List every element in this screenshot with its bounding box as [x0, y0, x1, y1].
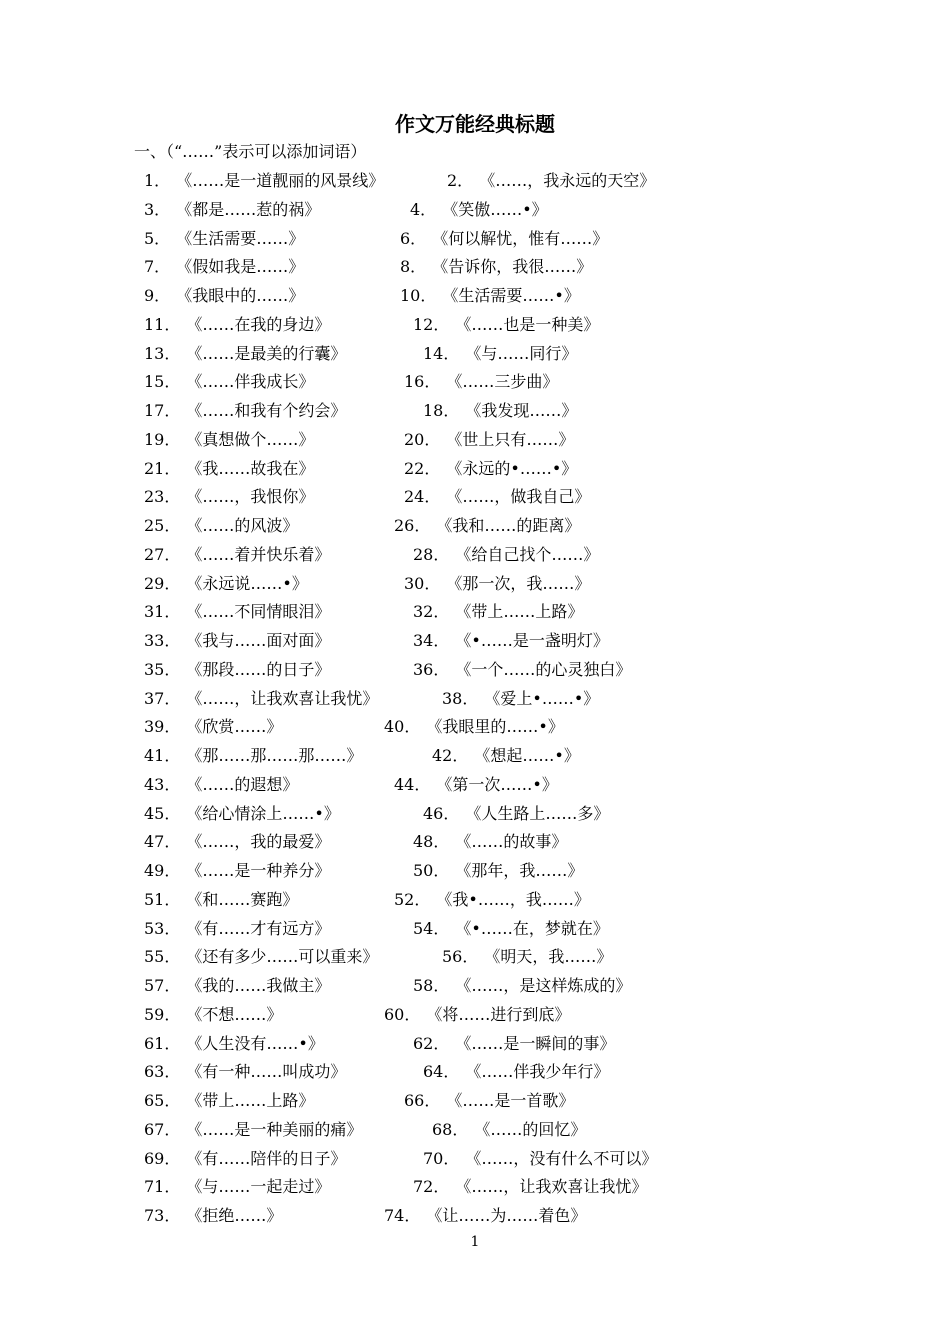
item-title: 《那段……的日子》 [186, 659, 331, 679]
item-title: 《给心情涂上……•》 [186, 803, 340, 823]
item-number: 17． [144, 401, 181, 420]
item-number: 73． [144, 1206, 181, 1225]
item-title: 《我眼里的……•》 [426, 717, 564, 737]
list-item [144, 455, 314, 483]
list-row [0, 656, 950, 685]
item-title: 《带上……上路》 [186, 1091, 315, 1110]
list-item [144, 886, 298, 914]
item-title: 《……，我恨你》 [186, 487, 315, 507]
item-title: 《给自己找个……》 [455, 544, 600, 564]
list-item [423, 800, 609, 828]
item-title: 《不想……》 [186, 1004, 283, 1024]
item-number: 21． [144, 458, 181, 478]
list-item [144, 397, 346, 425]
item-number: 10． [400, 286, 437, 305]
item-title: 《……的遐想》 [186, 774, 299, 794]
item-title: 《……的回忆》 [474, 1119, 587, 1139]
item-title: 《与……一起走过》 [186, 1177, 331, 1197]
item-number: 45． [144, 803, 181, 823]
item-title: 《……三步曲》 [446, 372, 559, 392]
list-item [394, 886, 590, 914]
item-number: 58． [413, 976, 450, 995]
item-title: 《……，我永远的天空》 [479, 171, 656, 190]
document-title: 作文万能经典标题 [395, 112, 555, 136]
list-item [413, 1173, 647, 1201]
list-item [423, 1058, 609, 1086]
item-title: 《笑傲……•》 [442, 199, 548, 219]
item-title: 《……在我的身边》 [186, 314, 331, 334]
item-number: 40． [384, 717, 421, 737]
item-number: 37． [144, 688, 181, 708]
list-item [144, 857, 330, 885]
list-item [384, 713, 564, 741]
list-row [0, 886, 950, 915]
list-item [144, 771, 298, 799]
item-title: 《……是一种养分》 [186, 861, 331, 880]
item-number: 5． [144, 228, 171, 248]
list-item [413, 972, 631, 1000]
item-number: 24． [404, 487, 441, 507]
list-row [0, 627, 950, 656]
list-item [423, 340, 577, 368]
item-number: 41． [144, 746, 181, 765]
list-row [0, 857, 950, 886]
item-number: 31． [144, 602, 181, 622]
item-title: 《•……在，梦就在》 [455, 918, 609, 938]
list-row [0, 1001, 950, 1030]
list-row [0, 282, 950, 311]
item-number: 18． [423, 401, 460, 420]
list-item [384, 1001, 570, 1029]
list-item [413, 541, 599, 569]
title-list [0, 167, 950, 1231]
item-title: 《我眼中的……》 [176, 286, 305, 305]
list-row [0, 915, 950, 944]
item-title: 《带上……上路》 [455, 602, 584, 622]
item-title: 《……是一道靓丽的风景线》 [176, 171, 385, 190]
list-row [0, 713, 950, 742]
item-number: 6． [400, 228, 427, 248]
list-item [144, 311, 330, 339]
item-title: 《……，是这样炼成的》 [455, 976, 632, 995]
item-number: 71． [144, 1177, 181, 1197]
item-number: 68． [432, 1119, 469, 1139]
item-number: 26． [394, 516, 431, 535]
list-item [394, 771, 558, 799]
item-number: 16． [404, 372, 441, 392]
item-number: 65． [144, 1091, 181, 1110]
list-item [144, 915, 330, 943]
item-number: 11． [144, 314, 181, 334]
item-number: 7． [144, 257, 171, 277]
item-number: 70． [423, 1148, 460, 1168]
item-number: 57． [144, 976, 181, 995]
item-title: 《•……是一盏明灯》 [455, 631, 609, 650]
list-row [0, 570, 950, 599]
item-title: 《还有多少……可以重来》 [186, 947, 379, 967]
item-title: 《……是一瞬间的事》 [455, 1033, 616, 1053]
item-title: 《那年，我……》 [455, 861, 584, 880]
item-title: 《……着并快乐着》 [186, 544, 331, 564]
list-row [0, 1087, 950, 1116]
list-row [0, 943, 950, 972]
item-title: 《第一次……•》 [436, 774, 558, 794]
item-title: 《……伴我少年行》 [465, 1062, 610, 1082]
list-item [423, 1145, 657, 1173]
list-item [413, 1030, 615, 1058]
item-number: 4． [410, 199, 437, 219]
list-item [144, 426, 314, 454]
list-item [144, 1058, 346, 1086]
list-item [144, 340, 346, 368]
list-item [404, 483, 590, 511]
list-row [0, 1202, 950, 1231]
item-title: 《……，做我自己》 [446, 487, 591, 507]
item-number: 56． [442, 947, 479, 967]
list-item [413, 311, 599, 339]
list-item [144, 225, 304, 253]
list-item [144, 282, 304, 310]
list-item [144, 483, 314, 511]
list-item [144, 570, 308, 598]
item-title: 《我的……我做主》 [186, 976, 331, 995]
item-title: 《和……赛跑》 [186, 889, 299, 909]
item-number: 53． [144, 918, 181, 938]
list-item [144, 713, 282, 741]
item-number: 61． [144, 1033, 181, 1053]
item-title: 《……，让我欢喜让我忧》 [186, 688, 379, 708]
item-number: 64． [423, 1062, 460, 1082]
item-title: 《有……陪伴的日子》 [186, 1148, 347, 1168]
page-number: 1 [470, 1234, 480, 1250]
list-item [442, 685, 599, 713]
item-number: 49． [144, 861, 181, 880]
item-number: 13． [144, 343, 181, 363]
list-item [432, 742, 580, 770]
list-item [404, 570, 590, 598]
item-number: 66． [404, 1091, 441, 1110]
item-number: 52． [394, 889, 431, 909]
item-number: 34． [413, 631, 450, 650]
item-number: 38． [442, 688, 479, 708]
item-number: 46． [423, 803, 460, 823]
item-number: 9． [144, 286, 171, 305]
list-item [413, 598, 583, 626]
item-title: 《想起……•》 [474, 746, 580, 765]
list-row [0, 1145, 950, 1174]
list-item [447, 167, 655, 195]
list-item [144, 167, 384, 195]
item-number: 27． [144, 544, 181, 564]
item-title: 《……是最美的行囊》 [186, 343, 347, 363]
list-item [144, 742, 362, 770]
list-item [144, 512, 298, 540]
item-title: 《那一次，我……》 [446, 573, 591, 593]
item-number: 43． [144, 774, 181, 794]
list-row [0, 1116, 950, 1145]
item-title: 《欣赏……》 [186, 717, 283, 737]
item-number: 60． [384, 1004, 421, 1024]
list-item [144, 598, 330, 626]
list-item [144, 1173, 330, 1201]
list-row [0, 800, 950, 829]
item-number: 25． [144, 516, 181, 535]
item-number: 44． [394, 774, 431, 794]
item-number: 74． [384, 1206, 421, 1225]
list-row [0, 455, 950, 484]
item-number: 23． [144, 487, 181, 507]
item-title: 《拒绝……》 [186, 1206, 283, 1225]
item-number: 3． [144, 199, 171, 219]
list-item [144, 1202, 282, 1230]
list-row [0, 828, 950, 857]
item-number: 35． [144, 659, 181, 679]
section-intro: 一、（“……”表示可以添加词语） [134, 142, 367, 161]
item-title: 《我与……面对面》 [186, 631, 331, 650]
list-item [394, 512, 580, 540]
list-item [144, 627, 330, 655]
list-row [0, 972, 950, 1001]
item-number: 32． [413, 602, 450, 622]
item-number: 28． [413, 544, 450, 564]
list-row [0, 397, 950, 426]
list-item [144, 828, 330, 856]
item-title: 《……的风波》 [186, 516, 299, 535]
list-item [144, 972, 330, 1000]
list-item [144, 196, 320, 224]
list-row [0, 541, 950, 570]
item-title: 《爱上•……•》 [484, 688, 600, 708]
list-item [384, 1202, 586, 1230]
item-title: 《……是一首歌》 [446, 1091, 575, 1110]
item-title: 《我•……，我……》 [436, 889, 590, 909]
item-title: 《……是一种美丽的痛》 [186, 1119, 363, 1139]
list-row [0, 1030, 950, 1059]
list-item [400, 282, 580, 310]
item-title: 《……伴我成长》 [186, 372, 315, 392]
item-title: 《……，没有什么不可以》 [465, 1148, 658, 1168]
list-item [432, 1116, 586, 1144]
item-number: 33． [144, 631, 181, 650]
list-item [413, 656, 631, 684]
list-row [0, 225, 950, 254]
item-title: 《我和……的距离》 [436, 516, 581, 535]
list-row [0, 685, 950, 714]
item-number: 55． [144, 947, 181, 967]
item-title: 《明天，我……》 [484, 947, 613, 967]
item-number: 15． [144, 372, 181, 392]
item-title: 《有一种……叫成功》 [186, 1062, 347, 1082]
list-item [404, 368, 558, 396]
item-title: 《永远的•……•》 [446, 458, 578, 478]
item-title: 《世上只有……》 [446, 429, 575, 449]
item-title: 《……，我的最爱》 [186, 832, 331, 852]
item-title: 《那……那……那……》 [186, 746, 363, 765]
list-row [0, 426, 950, 455]
list-item [144, 1001, 282, 1029]
list-item [413, 857, 583, 885]
list-row [0, 771, 950, 800]
item-title: 《与……同行》 [465, 343, 578, 363]
list-item [144, 1087, 314, 1115]
list-item [144, 1030, 324, 1058]
item-title: 《让……为……着色》 [426, 1206, 587, 1225]
item-number: 67． [144, 1119, 181, 1139]
list-item [144, 1145, 346, 1173]
list-row [0, 311, 950, 340]
list-item [404, 455, 577, 483]
item-title: 《永远说……•》 [186, 573, 308, 593]
item-number: 30． [404, 573, 441, 593]
item-number: 20． [404, 429, 441, 449]
list-row [0, 253, 950, 282]
item-number: 29． [144, 573, 181, 593]
item-number: 63． [144, 1062, 181, 1082]
item-title: 《何以解忧，惟有……》 [432, 228, 609, 248]
item-title: 《人生没有……•》 [186, 1033, 324, 1053]
item-number: 50． [413, 861, 450, 880]
list-row [0, 196, 950, 225]
item-title: 《我……故我在》 [186, 458, 315, 478]
item-title: 《……的故事》 [455, 832, 568, 852]
item-title: 《人生路上……多》 [465, 803, 610, 823]
item-number: 59． [144, 1004, 181, 1024]
list-item [404, 426, 574, 454]
item-number: 54． [413, 918, 450, 938]
list-item [423, 397, 577, 425]
item-title: 《一个……的心灵独白》 [455, 659, 632, 679]
list-row [0, 742, 950, 771]
list-item [413, 627, 609, 655]
item-title: 《告诉你，我很……》 [432, 257, 593, 277]
item-number: 8． [400, 257, 427, 277]
item-title: 《……和我有个约会》 [186, 401, 347, 420]
item-number: 42． [432, 746, 469, 765]
item-number: 19． [144, 429, 181, 449]
item-number: 62． [413, 1033, 450, 1053]
list-item [144, 656, 330, 684]
item-title: 《假如我是……》 [176, 257, 305, 277]
item-number: 39． [144, 717, 181, 737]
list-item [144, 368, 314, 396]
item-number: 47． [144, 832, 181, 852]
item-number: 48． [413, 832, 450, 852]
item-title: 《有……才有远方》 [186, 918, 331, 938]
item-number: 22． [404, 458, 441, 478]
item-number: 14． [423, 343, 460, 363]
item-title: 《将……进行到底》 [426, 1004, 571, 1024]
list-item [442, 943, 612, 971]
list-row [0, 167, 950, 196]
item-title: 《……，让我欢喜让我忧》 [455, 1177, 648, 1197]
item-title: 《生活需要……•》 [442, 286, 580, 305]
list-item [410, 196, 548, 224]
list-item [413, 915, 609, 943]
item-number: 1． [144, 171, 171, 190]
list-item [413, 828, 567, 856]
list-row [0, 368, 950, 397]
item-number: 36． [413, 659, 450, 679]
list-item [144, 943, 378, 971]
list-row [0, 340, 950, 369]
item-number: 69． [144, 1148, 181, 1168]
item-title: 《都是……惹的祸》 [176, 199, 321, 219]
item-title: 《……也是一种美》 [455, 314, 600, 334]
list-row [0, 512, 950, 541]
item-title: 《……不同情眼泪》 [186, 602, 331, 622]
list-item [400, 225, 608, 253]
list-item [400, 253, 592, 281]
list-item [144, 541, 330, 569]
list-item [144, 1116, 362, 1144]
item-title: 《生活需要……》 [176, 228, 305, 248]
item-title: 《真想做个……》 [186, 429, 315, 449]
list-item [404, 1087, 574, 1115]
item-number: 12． [413, 314, 450, 334]
list-row [0, 1173, 950, 1202]
list-item [144, 800, 340, 828]
list-row [0, 483, 950, 512]
list-item [144, 253, 304, 281]
item-number: 51． [144, 889, 181, 909]
list-item [144, 685, 378, 713]
item-number: 2． [447, 171, 474, 190]
list-row [0, 1058, 950, 1087]
item-number: 72． [413, 1177, 450, 1197]
list-row [0, 598, 950, 627]
item-title: 《我发现……》 [465, 401, 578, 420]
